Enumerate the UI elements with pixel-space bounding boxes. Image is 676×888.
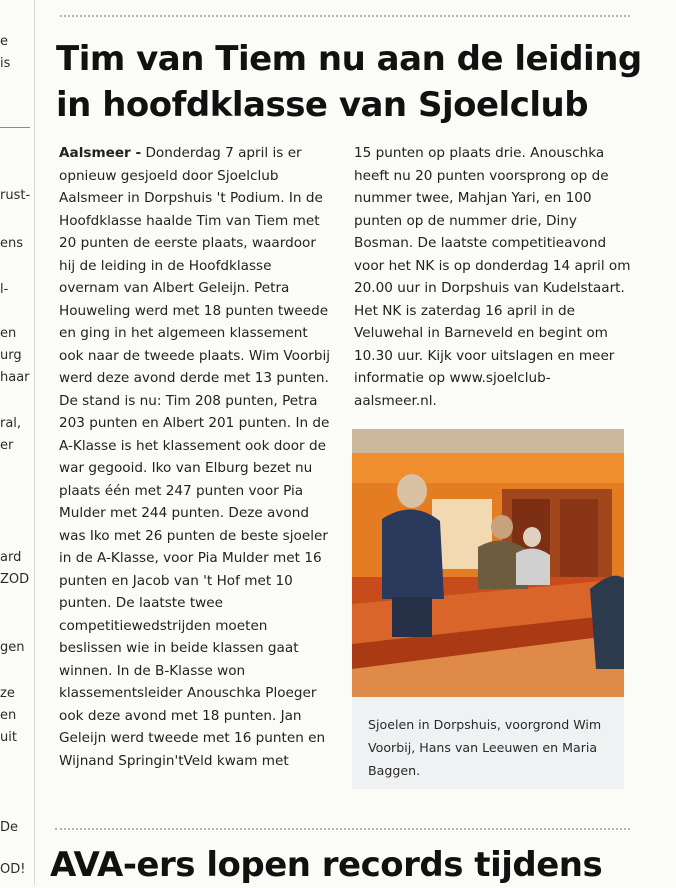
adjacent-column-rule [0, 127, 30, 128]
adjacent-text-fragment: ze [0, 686, 15, 701]
headline-line-2: in hoofdklasse van Sjoelclub [56, 85, 589, 125]
article-headline [56, 36, 646, 128]
adjacent-text-fragment: gen [0, 640, 25, 655]
adjacent-text-fragment: ZOD [0, 572, 30, 587]
adjacent-text-fragment: ard [0, 550, 22, 565]
adjacent-text-fragment: De [0, 820, 19, 835]
adjacent-text-fragment: rust- [0, 188, 31, 203]
adjacent-text-fragment: ens [0, 236, 24, 251]
article-column-2: 15 punten op plaats drie. Anouschka heeft nu 20 punten voorsprong op de nummer twee, Mahjan Yari, en 100 punten op de nummer drie, Diny Bosman. De laatste competitieavond voor het NK is op donderdag 14 april om 20.00 uur in Dorpshuis van Kudelstaart. Het NK is zaterdag 16 april in de Veluwehal in Barneveld en begint om 10.30 uur. Kijk voor uitslagen en meer informatie op www.sjoelclub-aalsmeer.nl. [354, 145, 631, 409]
adjacent-text-fragment: en [0, 326, 17, 341]
adjacent-text-fragment: haar [0, 370, 30, 385]
bottom-separator [55, 828, 630, 830]
article-photo [352, 429, 624, 697]
adjacent-text-fragment: er [0, 438, 14, 453]
photo-illustration [352, 429, 624, 697]
adjacent-text-fragment: en [0, 708, 17, 723]
headline-line-1: Tim van Tiem nu aan de leiding [56, 39, 642, 79]
next-article-headline: AVA-ers lopen records tijdens [50, 845, 603, 885]
photo-caption: Sjoelen in Dorpshuis, voorgrond Wim Voorbij, Hans van Leeuwen en Maria Baggen. [368, 717, 602, 778]
article-column-1 [59, 142, 331, 772]
adjacent-text-fragment: l- [0, 282, 9, 297]
column-1-body: Donderdag 7 april is er opnieuw gesjoeld door Sjoelclub Aalsmeer in Dorpshuis 't Podium. In de Hoofdklasse haalde Tim van Tiem met 20 punten de eerste plaats, waardoor hij de leiding in de Hoofdklasse overnam van Albert Geleijn. Petra Houweling werd met 18 punten tweede en ging in het algemeen klassement ook naar de tweede plaats. Wim Voorbij werd deze avond derde met 13 punten. De stand is nu: Tim 208 punten, Petra 203 punten en Albert 201 punten. In de A-Klasse is het klassement ook door de war gegooid. Iko van Elburg bezet nu plaats één met 247 punten voor Pia Mulder met 244 punten. Deze avond was Iko met 26 punten de beste sjoeler in de A-Klasse, voor Pia Mulder met 16 punten en Jacob van 't Hof met 10 punten. De laatste twee competitiewedstrijden moeten beslissen wie in beide klassen gaat winnen. In de B-Klasse won klassementsleider Anouschka Ploeger ook deze avond met 18 punten. Jan Geleijn werd tweede met 16 punten en Wijnand Springin'tVeld kwam met [59, 145, 331, 769]
adjacent-text-fragment: ral, [0, 416, 22, 431]
top-separator [60, 15, 630, 17]
adjacent-text-fragment: uit [0, 730, 17, 745]
adjacent-text-fragment: urg [0, 348, 22, 363]
adjacent-column-strip [0, 0, 35, 885]
adjacent-text-fragment: is [0, 56, 11, 71]
photo-caption-box [352, 697, 624, 789]
adjacent-text-fragment: OD! [0, 862, 26, 877]
adjacent-text-fragment: e [0, 34, 8, 49]
dateline: Aalsmeer - [59, 145, 142, 161]
